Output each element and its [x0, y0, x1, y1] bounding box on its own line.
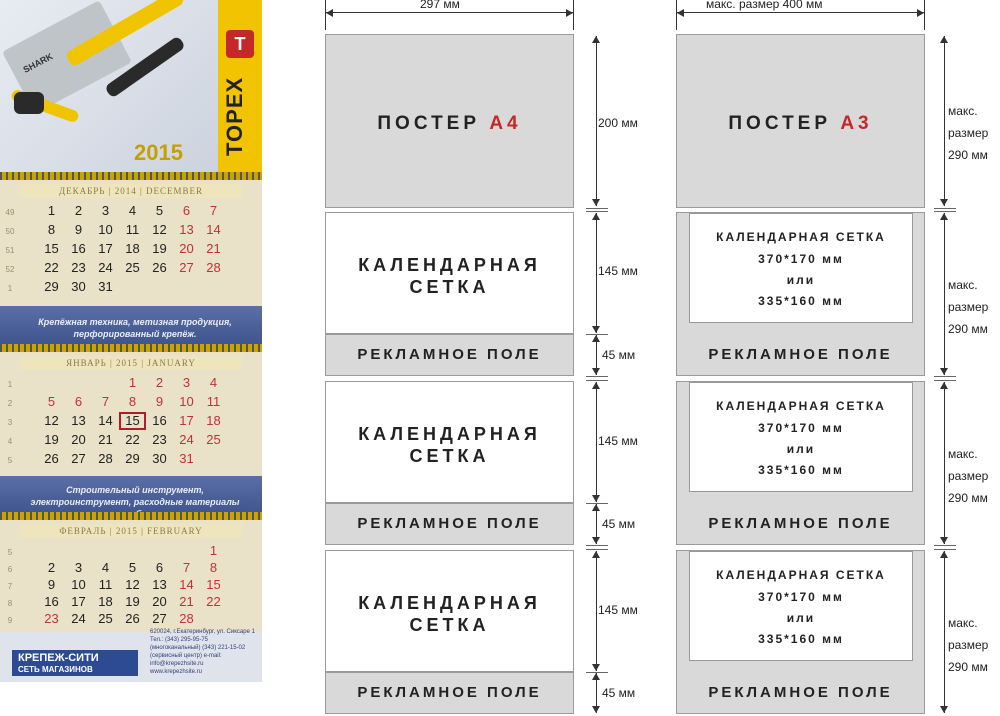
calendar-day: 17	[98, 241, 113, 256]
a4-cal-line2: СЕТКА	[409, 277, 490, 297]
arrow-down-icon	[592, 199, 600, 206]
arrow-up-icon	[940, 382, 948, 389]
a3-section-dim-line-2	[944, 382, 945, 544]
arrow-right-icon	[917, 9, 924, 17]
calendar-day: 7	[209, 203, 218, 218]
a4-cal-line1: КАЛЕНДАРНАЯ	[358, 424, 541, 444]
calendar-day: 2	[74, 203, 83, 218]
logo-line-2: СЕТЬ МАГАЗИНОВ	[18, 665, 93, 674]
calendar-day: 6	[74, 394, 83, 409]
a4-ad-label-3: РЕКЛАМНОЕ ПОЛЕ	[357, 684, 542, 701]
a4-cal-line1: КАЛЕНДАРНАЯ	[358, 593, 541, 613]
month-block-2	[0, 352, 262, 478]
max-dim: 290 мм	[948, 491, 988, 505]
a3-cal-size2-2: 335*160 мм	[758, 463, 844, 477]
calendar-day-highlighted: 15	[119, 412, 146, 430]
week-number: 5	[7, 548, 13, 557]
a3-width-line	[677, 12, 924, 13]
a4-calendar-box-1	[325, 212, 574, 334]
a3-section-dim-2	[948, 443, 988, 509]
a4-poster-size: А4	[489, 113, 522, 134]
a3-width-right-ext	[924, 0, 925, 30]
week-number: 4	[7, 437, 13, 446]
calendar-day: 23	[44, 611, 59, 626]
calendar-day: 2	[155, 375, 164, 390]
calendar-day: 8	[47, 222, 56, 237]
calendar-day: 28	[206, 260, 221, 275]
calendar-day: 15	[44, 241, 59, 256]
arrow-up-icon	[592, 36, 600, 43]
calendar-day: 20	[152, 594, 167, 609]
a4-poster-dim-line	[596, 36, 597, 206]
calendar-day: 20	[179, 241, 194, 256]
a3-poster-box	[676, 34, 925, 208]
a3-cal-size2-3: 335*160 мм	[758, 632, 844, 646]
a3-cal-size1-2: 370*170 мм	[758, 421, 844, 435]
max-line1: макс.	[948, 616, 978, 630]
a4-cal-label-3	[326, 592, 573, 636]
month-block-3	[0, 520, 262, 632]
calendar-day: 15	[206, 577, 221, 592]
calendar-day: 4	[101, 560, 110, 575]
calendar-day: 30	[152, 451, 167, 466]
arrow-up-icon	[592, 213, 600, 220]
calendar-day: 29	[44, 279, 59, 294]
a4-cal-line1: КАЛЕНДАРНАЯ	[358, 255, 541, 275]
calendar-day: 20	[71, 432, 86, 447]
topex-logo-icon: T	[226, 30, 254, 58]
a4-cal-dim-1: 145 мм	[598, 264, 638, 278]
calendar-day: 27	[179, 260, 194, 275]
footer-band	[0, 629, 262, 682]
calendar-day: 19	[44, 432, 59, 447]
calendar-day: 29	[125, 451, 140, 466]
max-line1: макс.	[948, 447, 978, 461]
a3-cal-title-3: КАЛЕНДАРНАЯ СЕТКА	[716, 568, 886, 582]
arrow-up-icon	[940, 213, 948, 220]
week-number: 9	[7, 616, 13, 625]
calendar-day: 21	[179, 594, 194, 609]
calendar-day: 7	[101, 394, 110, 409]
calendar-day: 27	[71, 451, 86, 466]
a4-cal-dim-2: 145 мм	[598, 434, 638, 448]
a3-cal-title-1: КАЛЕНДАРНАЯ СЕТКА	[716, 230, 886, 244]
a3-cal-or-3: или	[786, 611, 816, 625]
calendar-day: 9	[47, 577, 56, 592]
a3-poster-dim-line	[944, 36, 945, 206]
arrow-left-icon	[326, 9, 333, 17]
calendar-day: 19	[152, 241, 167, 256]
a3-calendar-grid-box-2	[689, 382, 913, 492]
a3-poster-label	[677, 113, 924, 135]
calendar-day: 7	[182, 560, 191, 575]
a3-poster-size: А3	[840, 113, 873, 134]
calendar-day: 27	[152, 611, 167, 626]
month-header: ДЕКАБРЬ | 2014 | DECEMBER	[20, 184, 242, 198]
a3-width-label: макс. размер 400 мм	[706, 0, 823, 11]
week-number: 7	[7, 582, 13, 591]
a3-poster-word: ПОСТЕР	[728, 113, 832, 134]
logo-line-1: КРЕПЕЖ-СИТИ	[18, 652, 99, 664]
calendar-day: 26	[44, 451, 59, 466]
a4-poster-dim: 200 мм	[598, 116, 638, 130]
a4-cal-dim-line-2	[596, 382, 597, 502]
max-dim: 290 мм	[948, 148, 988, 162]
calendar-day: 8	[209, 560, 218, 575]
a3-section-1	[676, 212, 925, 376]
calendar-day: 21	[206, 241, 221, 256]
a4-ad-label-1: РЕКЛАМНОЕ ПОЛЕ	[357, 346, 542, 363]
calendar-day: 11	[206, 394, 221, 409]
arrow-down-icon	[592, 706, 600, 713]
a4-calendar-box-3	[325, 550, 574, 672]
calendar-day: 6	[155, 560, 164, 575]
ad-text-2: Строительный инструмент, электроинструмент, расходные материалы	[30, 485, 240, 507]
month-block-1	[0, 180, 262, 306]
a4-ad-box-1	[325, 334, 574, 376]
a3-section-dim-line-3	[944, 551, 945, 713]
calendar-day: 14	[98, 413, 113, 428]
calendar-day: 5	[155, 203, 164, 218]
dim-tick	[586, 211, 608, 212]
calendar-day: 23	[152, 432, 167, 447]
a3-cal-size2-1: 335*160 мм	[758, 294, 844, 308]
calendar-day: 4	[128, 203, 137, 218]
ad-text-1: Крепёжная техника, метизная продукция, перфорированный крепёж.	[38, 317, 232, 339]
arrow-down-icon	[940, 706, 948, 713]
hammer-head-shape	[14, 92, 44, 114]
month-header: ФЕВРАЛЬ | 2015 | FEBRUARY	[20, 524, 242, 538]
calendar-day: 26	[125, 611, 140, 626]
week-number: 52	[5, 265, 15, 274]
a3-cal-or-2: или	[786, 442, 816, 456]
dim-tick	[934, 376, 956, 377]
a3-section-3	[676, 550, 925, 714]
arrow-down-icon	[940, 537, 948, 544]
spiral-binding	[0, 344, 262, 352]
max-dim: 290 мм	[948, 660, 988, 674]
arrow-right-icon	[566, 9, 573, 17]
calendar-day: 26	[152, 260, 167, 275]
calendar-day: 16	[152, 413, 167, 428]
week-number: 1	[7, 284, 13, 293]
arrow-down-icon	[940, 368, 948, 375]
calendar-day: 18	[125, 241, 140, 256]
calendar-day: 18	[206, 413, 221, 428]
a4-width-label: 297 мм	[420, 0, 460, 11]
a4-ad-box-2	[325, 503, 574, 545]
calendar-day: 28	[98, 451, 113, 466]
spiral-binding	[0, 172, 262, 180]
calendar-day: 19	[125, 594, 140, 609]
dim-tick	[934, 211, 956, 212]
week-number: 51	[5, 246, 15, 255]
calendar-day: 5	[47, 394, 56, 409]
calendar-day: 25	[98, 611, 113, 626]
max-line1: макс.	[948, 104, 978, 118]
a4-poster-word: ПОСТЕР	[377, 113, 481, 134]
arrow-down-icon	[592, 368, 600, 375]
a4-cal-dim-line-1	[596, 213, 597, 333]
calendar-day: 11	[125, 222, 140, 237]
calendar-photo	[0, 0, 262, 682]
calendar-day: 12	[152, 222, 167, 237]
calendar-day: 31	[179, 451, 194, 466]
a3-cal-or-1: или	[786, 273, 816, 287]
a3-calendar-grid-box-1	[689, 213, 913, 323]
calendar-day: 1	[209, 543, 218, 558]
calendar-day: 9	[74, 222, 83, 237]
calendar-day: 22	[206, 594, 221, 609]
a4-cal-label-1	[326, 254, 573, 298]
a4-cal-line2: СЕТКА	[409, 615, 490, 635]
a3-ad-label-1: РЕКЛАМНОЕ ПОЛЕ	[708, 346, 893, 363]
dim-tick	[586, 208, 608, 209]
a3-section-2	[676, 381, 925, 545]
calendar-day: 10	[71, 577, 86, 592]
calendar-day: 17	[71, 594, 86, 609]
week-number: 50	[5, 227, 15, 236]
calendar-day: 21	[98, 432, 113, 447]
calendar-day: 2	[47, 560, 56, 575]
max-dim: 290 мм	[948, 322, 988, 336]
calendar-day: 30	[71, 279, 86, 294]
week-number: 5	[7, 456, 13, 465]
calendar-day: 24	[71, 611, 86, 626]
poster-year: 2015	[134, 140, 183, 165]
calendar-day: 3	[74, 560, 83, 575]
footer-address: 620024, г.Екатеринбург, ул. Сиксаре 1 Тел.: (343) 295-95-75 (многоканальный) (343) 221-15-02 (сервисный центр) e-mail: info@krepezhsite.ru www.krepezhsite.ru	[150, 629, 255, 675]
calendar-day: 8	[128, 394, 137, 409]
max-line2: размер	[948, 638, 989, 652]
week-number: 1	[7, 380, 13, 389]
arrow-down-icon	[592, 664, 600, 671]
calendar-day: 11	[98, 577, 113, 592]
a4-ad-dim-1: 45 мм	[602, 348, 636, 362]
calendar-day: 18	[98, 594, 113, 609]
a4-ad-dim-2: 45 мм	[602, 517, 636, 531]
a4-cal-label-2	[326, 423, 573, 467]
calendar-day: 23	[71, 260, 86, 275]
brand-name: TOPEX	[222, 76, 247, 156]
krepezh-city-logo	[12, 650, 138, 676]
a4-poster-box	[325, 34, 574, 208]
calendar-day: 4	[209, 375, 218, 390]
tools-poster-image	[0, 0, 262, 172]
arrow-down-icon	[592, 326, 600, 333]
a4-ad-box-3	[325, 672, 574, 714]
calendar-day: 9	[155, 394, 164, 409]
dim-tick	[586, 376, 608, 377]
saw-label: SHARK	[21, 51, 55, 75]
a4-cal-dim-3: 145 мм	[598, 603, 638, 617]
calendar-day: 25	[125, 260, 140, 275]
calendar-day: 24	[98, 260, 113, 275]
calendar-day: 1	[128, 375, 137, 390]
a4-cal-line2: СЕТКА	[409, 446, 490, 466]
calendar-day: 28	[179, 611, 194, 626]
calendar-day: 12	[125, 577, 140, 592]
calendar-day: 10	[98, 222, 113, 237]
a3-section-dim-1	[948, 274, 988, 340]
arrow-up-icon	[940, 36, 948, 43]
calendar-day: 31	[98, 279, 113, 294]
calendar-day: 16	[71, 241, 86, 256]
dim-tick	[934, 545, 956, 546]
calendar-day: 24	[179, 432, 194, 447]
month-header: ЯНВАРЬ | 2015 | JANUARY	[20, 356, 242, 370]
calendar-day: 12	[44, 413, 59, 428]
calendar-day: 17	[179, 413, 194, 428]
calendar-day: 3	[101, 203, 110, 218]
a3-cal-size1-1: 370*170 мм	[758, 252, 844, 266]
dim-tick	[586, 380, 608, 381]
a3-ad-label-2: РЕКЛАМНОЕ ПОЛЕ	[708, 515, 893, 532]
arrow-down-icon	[592, 537, 600, 544]
calendar-day: 13	[71, 413, 86, 428]
calendar-day: 14	[179, 577, 194, 592]
a4-calendar-box-2	[325, 381, 574, 503]
max-line2: размер	[948, 469, 989, 483]
calendar-day: 25	[206, 432, 221, 447]
calendar-day: 16	[44, 594, 59, 609]
arrow-up-icon	[592, 504, 600, 511]
a3-section-dim-3	[948, 612, 988, 678]
calendar-day: 1	[47, 203, 56, 218]
a3-calendar-grid-box-3	[689, 551, 913, 661]
max-line2: размер	[948, 126, 989, 140]
a3-cal-title-2: КАЛЕНДАРНАЯ СЕТКА	[716, 399, 886, 413]
arrow-down-icon	[592, 495, 600, 502]
spiral-binding	[0, 512, 262, 520]
week-number: 2	[7, 399, 13, 408]
arrow-left-icon	[677, 9, 684, 17]
calendar-day: 5	[128, 560, 137, 575]
a3-cal-size1-3: 370*170 мм	[758, 590, 844, 604]
max-line1: макс.	[948, 278, 978, 292]
calendar-day: 3	[182, 375, 191, 390]
arrow-up-icon	[592, 551, 600, 558]
arrow-up-icon	[592, 382, 600, 389]
a4-cal-dim-line-3	[596, 551, 597, 671]
week-number: 49	[5, 208, 15, 217]
dim-tick	[586, 545, 608, 546]
week-number: 3	[7, 418, 13, 427]
calendar-day: 22	[125, 432, 140, 447]
week-number: 8	[7, 599, 13, 608]
a4-poster-label	[326, 113, 573, 135]
calendar-day: 13	[152, 577, 167, 592]
calendar-day: 14	[206, 222, 221, 237]
a4-ad-dim-3: 45 мм	[602, 686, 636, 700]
a4-ad-label-2: РЕКЛАМНОЕ ПОЛЕ	[357, 515, 542, 532]
arrow-up-icon	[940, 551, 948, 558]
arrow-down-icon	[940, 199, 948, 206]
week-number: 6	[7, 565, 13, 574]
arrow-up-icon	[592, 335, 600, 342]
dim-tick	[586, 549, 608, 550]
dim-tick	[934, 208, 956, 209]
calendar-day: 22	[44, 260, 59, 275]
calendar-day: 6	[182, 203, 191, 218]
calendar-day: 13	[179, 222, 194, 237]
arrow-up-icon	[592, 673, 600, 680]
a4-width-right-ext	[573, 0, 574, 30]
a3-ad-label-3: РЕКЛАМНОЕ ПОЛЕ	[708, 684, 893, 701]
max-line2: размер	[948, 300, 989, 314]
dim-tick	[934, 549, 956, 550]
a3-poster-dim	[948, 100, 988, 166]
dim-tick	[934, 380, 956, 381]
calendar-day: 10	[179, 394, 194, 409]
a4-width-line	[326, 12, 573, 13]
a3-section-dim-line-1	[944, 213, 945, 375]
